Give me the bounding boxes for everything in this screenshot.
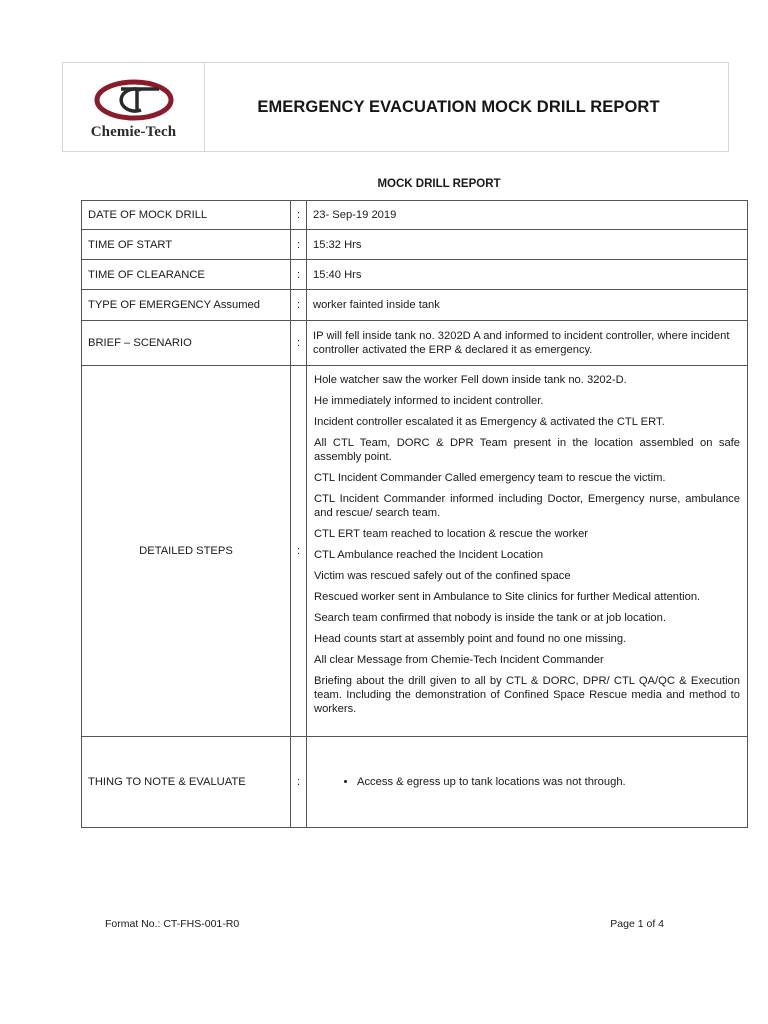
table-row-date: [82, 201, 748, 230]
note-item: • Access & egress up to tank locations was not through.: [357, 775, 741, 789]
table-row-steps: [82, 366, 748, 737]
document-title: EMERGENCY EVACUATION MOCK DRILL REPORT: [257, 97, 660, 116]
notes-cell: [307, 737, 748, 828]
step-item: Briefing about the drill given to all by CTL & DORC, DPR/ CTL QA/QC & Execution team. Including the demonstration of Confined Space Rescue media and method to workers.: [314, 675, 740, 715]
document-header: [62, 62, 729, 152]
report-subtitle: MOCK DRILL REPORT: [377, 178, 501, 190]
row-value: IP will fell inside tank no. 3202D A and informed to incident controller, where incident controller activated the ERP & declared it as emergency.: [307, 321, 748, 366]
table-row-time-start: [82, 230, 748, 260]
row-value: worker fainted inside tank: [307, 290, 748, 321]
row-label: DETAILED STEPS: [82, 366, 291, 737]
row-label: DATE OF MOCK DRILL: [82, 201, 291, 230]
row-label: BRIEF – SCENARIO: [82, 321, 291, 366]
logo-block: [63, 63, 205, 151]
step-item: CTL ERT team reached to location & rescue the worker: [314, 528, 589, 540]
logo-text: Chemie-Tech: [90, 123, 177, 140]
step-item: CTL Incident Commander Called emergency team to rescue the victim.: [314, 472, 666, 484]
step-item: All clear Message from Chemie-Tech Incident Commander: [314, 654, 604, 666]
mock-drill-table: [81, 200, 748, 828]
step-item: All CTL Team, DORC & DPR Team present in the location assembled on safe assembly point.: [314, 437, 740, 463]
row-colon: :: [291, 737, 307, 828]
step-item: Victim was rescued safely out of the confined space: [314, 570, 571, 582]
row-colon: :: [291, 201, 307, 230]
table-row-time-clearance: [82, 260, 748, 290]
row-label: TYPE OF EMERGENCY Assumed: [82, 290, 291, 321]
table-row-emergency-type: [82, 290, 748, 321]
step-item: Head counts start at assembly point and found no one missing.: [314, 633, 627, 645]
step-item: Incident controller escalated it as Emergency & activated the CTL ERT.: [314, 416, 665, 428]
step-item: Rescued worker sent in Ambulance to Site clinics for further Medical attention.: [314, 591, 701, 603]
format-number: Format No.: CT-FHS-001-R0: [105, 918, 240, 930]
table-row-scenario: [82, 321, 748, 366]
step-item: He immediately informed to incident controller.: [314, 395, 544, 407]
step-item: CTL Ambulance reached the Incident Location: [314, 549, 544, 561]
steps-list: [307, 366, 748, 737]
row-label: TIME OF CLEARANCE: [82, 260, 291, 290]
title-cell: [205, 63, 728, 151]
chemie-tech-logo-icon: [93, 78, 175, 122]
step-item: Hole watcher saw the worker Fell down inside tank no. 3202-D.: [314, 374, 627, 386]
row-value: 15:32 Hrs: [307, 230, 748, 260]
row-colon: :: [291, 321, 307, 366]
row-label: TIME OF START: [82, 230, 291, 260]
step-item: Search team confirmed that nobody is inside the tank or at job location.: [314, 612, 666, 624]
table-row-notes: [82, 737, 748, 828]
row-colon: :: [291, 260, 307, 290]
row-colon: :: [291, 366, 307, 737]
row-value: 15:40 Hrs: [307, 260, 748, 290]
row-colon: :: [291, 290, 307, 321]
page-number: Page 1 of 4: [610, 918, 664, 930]
notes-list: [313, 775, 741, 789]
row-label: THING TO NOTE & EVALUATE: [82, 737, 291, 828]
step-item: CTL Incident Commander informed including Doctor, Emergency nurse, ambulance and rescue/ search team.: [314, 493, 740, 519]
row-value: 23- Sep-19 2019: [307, 201, 748, 230]
row-colon: :: [291, 230, 307, 260]
